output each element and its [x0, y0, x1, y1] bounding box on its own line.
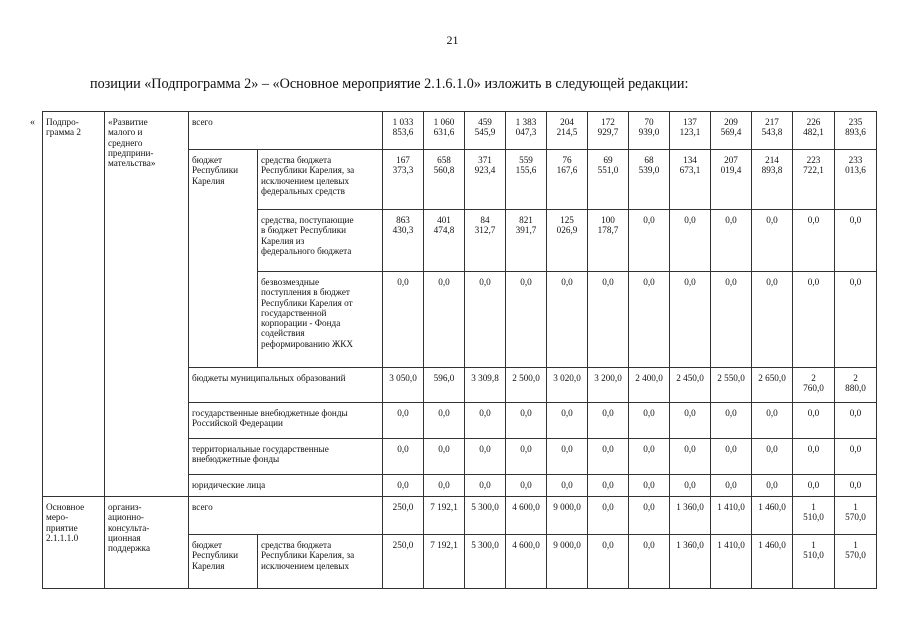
source-sublabel: средства, поступающие в бюджет Республики Карелия из федерального бюджета	[258, 210, 383, 272]
source-label: территориальные государственные внебюджетные фонды	[189, 439, 383, 475]
section-title: Основное меро- приятие 2.1.1.1.0	[43, 497, 105, 589]
value-cell: 167 373,3	[383, 150, 424, 210]
value-cell: 0,0	[465, 272, 506, 368]
value-cell: 0,0	[752, 272, 793, 368]
opening-quote: «	[30, 117, 35, 128]
value-cell: 0,0	[835, 403, 877, 439]
value-cell: 0,0	[670, 403, 711, 439]
value-cell: 0,0	[383, 403, 424, 439]
value-cell: 0,0	[629, 403, 670, 439]
value-cell: 70 939,0	[629, 112, 670, 150]
value-cell: 1 383 047,3	[506, 112, 547, 150]
value-cell: 125 026,9	[547, 210, 588, 272]
value-cell: 0,0	[424, 403, 465, 439]
value-cell: 209 569,4	[711, 112, 752, 150]
value-cell: 0,0	[670, 439, 711, 475]
budget-table	[42, 111, 877, 589]
value-cell: 1 410,0	[711, 535, 752, 589]
value-cell: 1 033 853,6	[383, 112, 424, 150]
value-cell: 401 474,8	[424, 210, 465, 272]
value-cell: 0,0	[752, 210, 793, 272]
value-cell: 371 923,4	[465, 150, 506, 210]
value-cell: 1 410,0	[711, 497, 752, 535]
value-cell: 214 893,8	[752, 150, 793, 210]
value-cell: 223 722,1	[793, 150, 835, 210]
value-cell: 226 482,1	[793, 112, 835, 150]
value-cell: 1 510,0	[793, 535, 835, 589]
page-number: 21	[446, 33, 459, 47]
value-cell: 204 214,5	[547, 112, 588, 150]
source-label: юридические лица	[189, 475, 383, 497]
value-cell: 0,0	[383, 475, 424, 497]
value-cell: 0,0	[588, 497, 629, 535]
value-cell: 0,0	[588, 403, 629, 439]
value-cell: 0,0	[793, 272, 835, 368]
value-cell: 5 300,0	[465, 497, 506, 535]
source-sublabel: безвозмездные поступления в бюджет Республики Карелия от государственной корпорации - Фонда содействия реформированию ЖКХ	[258, 272, 383, 368]
value-cell: 0,0	[424, 439, 465, 475]
value-cell: 3 309,8	[465, 368, 506, 403]
value-cell: 0,0	[835, 210, 877, 272]
value-cell: 0,0	[629, 439, 670, 475]
source-group: бюджет Республики Карелия	[189, 535, 258, 589]
value-cell: 2 400,0	[629, 368, 670, 403]
source-group: бюджет Республики Карелия	[189, 150, 258, 368]
value-cell: 7 192,1	[424, 535, 465, 589]
value-cell: 9 000,0	[547, 497, 588, 535]
value-cell: 0,0	[383, 439, 424, 475]
value-cell: 172 929,7	[588, 112, 629, 150]
value-cell: 0,0	[506, 439, 547, 475]
value-cell: 250,0	[383, 497, 424, 535]
value-cell: 0,0	[629, 475, 670, 497]
value-cell: 0,0	[424, 272, 465, 368]
value-cell: 0,0	[588, 475, 629, 497]
value-cell: 7 192,1	[424, 497, 465, 535]
value-cell: 0,0	[711, 403, 752, 439]
value-cell: 0,0	[752, 403, 793, 439]
source-sublabel: средства бюджета Республики Карелия, за исключением целевых федеральных средств	[258, 150, 383, 210]
value-cell: 2 450,0	[670, 368, 711, 403]
value-cell: 0,0	[670, 475, 711, 497]
value-cell: 217 543,8	[752, 112, 793, 150]
table-row	[43, 112, 877, 150]
value-cell: 0,0	[793, 439, 835, 475]
value-cell: 0,0	[588, 535, 629, 589]
value-cell: 0,0	[465, 403, 506, 439]
source-label: государственные внебюджетные фонды Российской Федерации	[189, 403, 383, 439]
value-cell: 0,0	[629, 210, 670, 272]
value-cell: 0,0	[670, 272, 711, 368]
value-cell: 2 760,0	[793, 368, 835, 403]
value-cell: 0,0	[629, 272, 670, 368]
value-cell: 9 000,0	[547, 535, 588, 589]
value-cell: 1 460,0	[752, 497, 793, 535]
value-cell: 1 060 631,6	[424, 112, 465, 150]
value-cell: 0,0	[629, 535, 670, 589]
value-cell: 2 500,0	[506, 368, 547, 403]
value-cell: 821 391,7	[506, 210, 547, 272]
source-label: бюджеты муниципальных образований	[189, 368, 383, 403]
value-cell: 134 673,1	[670, 150, 711, 210]
value-cell: 0,0	[793, 403, 835, 439]
value-cell: 1 360,0	[670, 535, 711, 589]
value-cell: 84 312,7	[465, 210, 506, 272]
source-label: всего	[189, 112, 383, 150]
value-cell: 0,0	[835, 475, 877, 497]
value-cell: 4 600,0	[506, 497, 547, 535]
value-cell: 1 570,0	[835, 535, 877, 589]
value-cell: 4 600,0	[506, 535, 547, 589]
value-cell: 0,0	[547, 439, 588, 475]
value-cell: 0,0	[752, 439, 793, 475]
value-cell: 863 430,3	[383, 210, 424, 272]
value-cell: 0,0	[670, 210, 711, 272]
value-cell: 0,0	[711, 475, 752, 497]
value-cell: 0,0	[835, 439, 877, 475]
value-cell: 0,0	[465, 475, 506, 497]
value-cell: 250,0	[383, 535, 424, 589]
value-cell: 2 550,0	[711, 368, 752, 403]
value-cell: 69 551,0	[588, 150, 629, 210]
value-cell: 0,0	[547, 403, 588, 439]
value-cell: 2 880,0	[835, 368, 877, 403]
value-cell: 559 155,6	[506, 150, 547, 210]
value-cell: 3 020,0	[547, 368, 588, 403]
table-row	[43, 497, 877, 535]
value-cell: 100 178,7	[588, 210, 629, 272]
value-cell: 0,0	[547, 475, 588, 497]
value-cell: 0,0	[835, 272, 877, 368]
value-cell: 0,0	[711, 272, 752, 368]
value-cell: 0,0	[506, 475, 547, 497]
value-cell: 235 893,6	[835, 112, 877, 150]
value-cell: 596,0	[424, 368, 465, 403]
value-cell: 0,0	[793, 210, 835, 272]
value-cell: 207 019,4	[711, 150, 752, 210]
value-cell: 0,0	[465, 439, 506, 475]
intro-text: позиции «Подпрограмма 2» – «Основное мероприятие 2.1.6.1.0» изложить в следующей редакции:	[90, 76, 689, 92]
value-cell: 0,0	[711, 439, 752, 475]
value-cell: 68 539,0	[629, 150, 670, 210]
value-cell: 0,0	[506, 403, 547, 439]
value-cell: 0,0	[383, 272, 424, 368]
value-cell: 1 360,0	[670, 497, 711, 535]
source-label: всего	[189, 497, 383, 535]
value-cell: 137 123,1	[670, 112, 711, 150]
value-cell: 0,0	[506, 272, 547, 368]
section-name: организ- ационно- консульта- ционная поддержка	[105, 497, 189, 589]
value-cell: 0,0	[629, 497, 670, 535]
value-cell: 233 013,6	[835, 150, 877, 210]
value-cell: 1 570,0	[835, 497, 877, 535]
source-sublabel: средства бюджета Республики Карелия, за исключением целевых	[258, 535, 383, 589]
value-cell: 0,0	[588, 272, 629, 368]
value-cell: 1 510,0	[793, 497, 835, 535]
value-cell: 459 545,9	[465, 112, 506, 150]
value-cell: 5 300,0	[465, 535, 506, 589]
value-cell: 0,0	[588, 439, 629, 475]
value-cell: 76 167,6	[547, 150, 588, 210]
value-cell: 3 200,0	[588, 368, 629, 403]
value-cell: 0,0	[547, 272, 588, 368]
section-title: Подпро- грамма 2	[43, 112, 105, 497]
value-cell: 1 460,0	[752, 535, 793, 589]
value-cell: 0,0	[752, 475, 793, 497]
value-cell: 0,0	[711, 210, 752, 272]
value-cell: 2 650,0	[752, 368, 793, 403]
section-name: «Развитие малого и среднего предприни- мательства»	[105, 112, 189, 497]
value-cell: 0,0	[793, 475, 835, 497]
value-cell: 3 050,0	[383, 368, 424, 403]
value-cell: 0,0	[424, 475, 465, 497]
value-cell: 658 560,8	[424, 150, 465, 210]
